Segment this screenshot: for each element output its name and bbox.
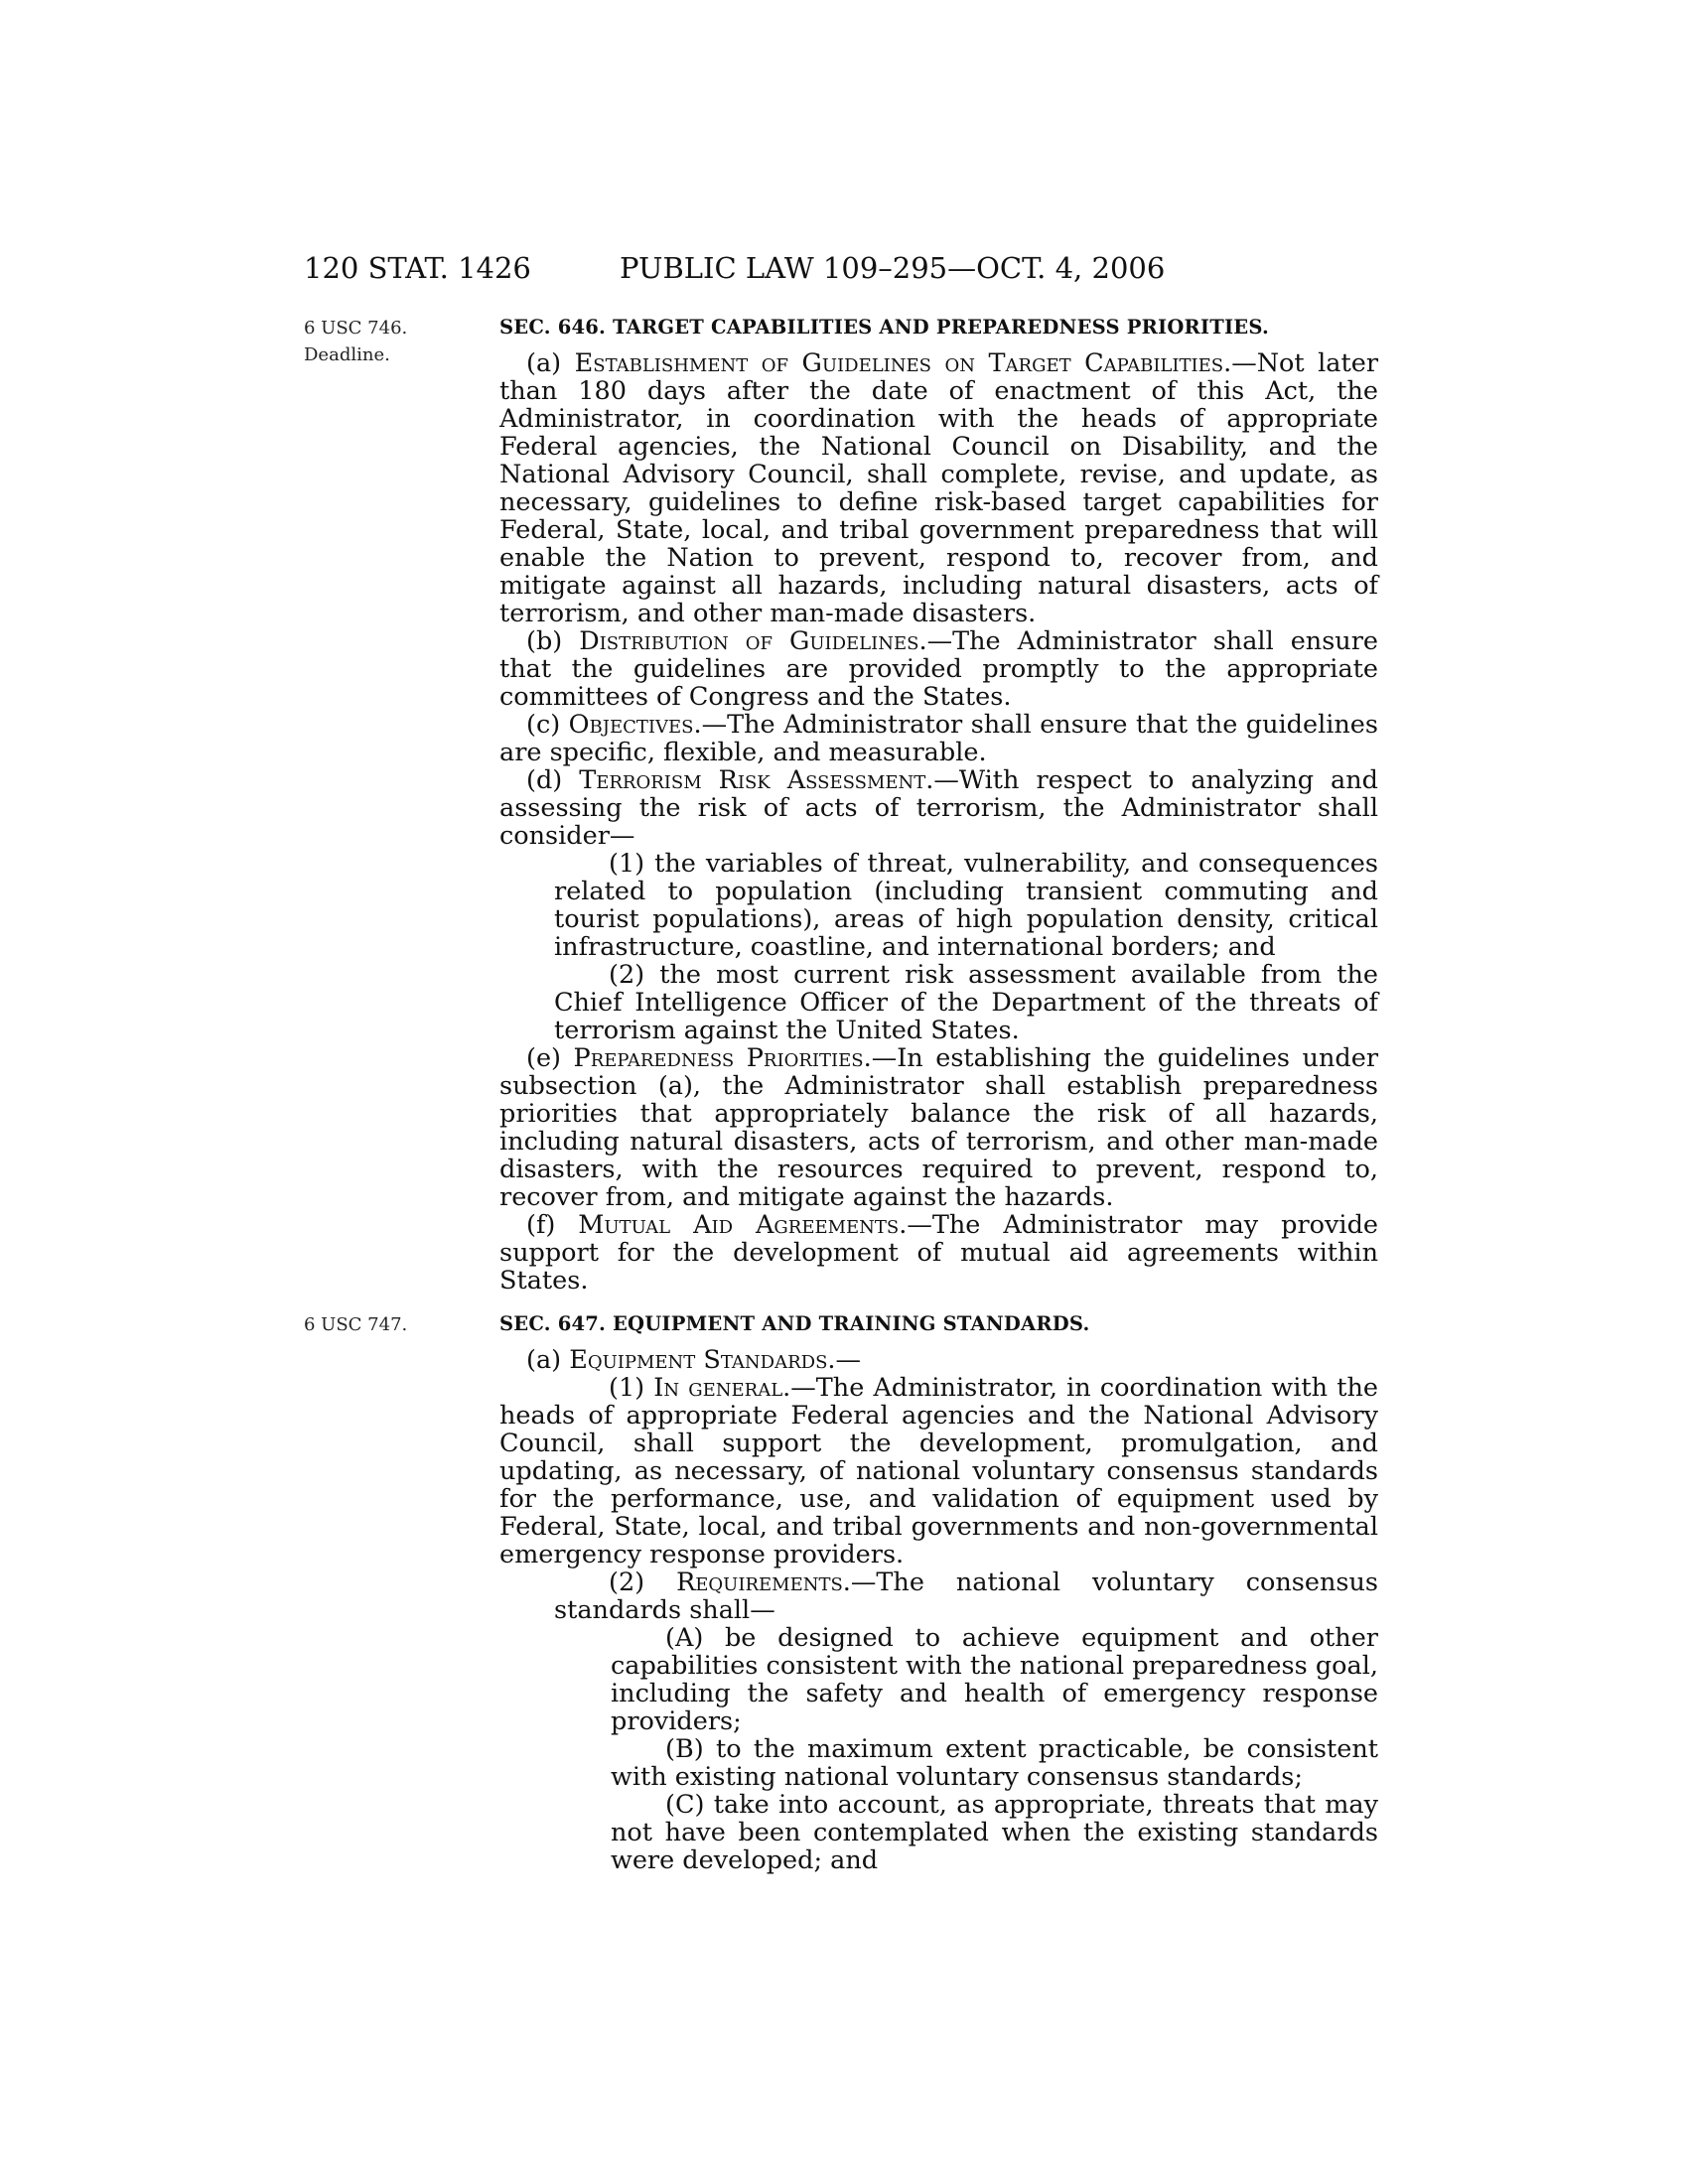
statute-page-number: 120 STAT. 1426 [304,251,531,285]
paragraph-647-a-1: (1) In general.—The Administrator, in coordination with the heads of appropriate Federal agencies and the National Advisory Council, shall support the development, promulgation, and updating, as necessary, of national voluntary consensus standards for the performance, use, and validation of equipment used by Federal, State, local, and tribal governments and non-governmental emergency response providers. [499,1373,1378,1570]
page-header [304,248,1376,288]
subsection-646-a-title: Establishment of Guidelines on Target Capabilities. [574,348,1232,378]
section-646-heading: SEC. 646. TARGET CAPABILITIES AND PREPAREDNESS PRIORITIES. [499,316,1269,339]
paragraph-646-d-2: (2) the most current risk assessment available from the Chief Intelligence Officer of the Department of the threats of terrorism against the United States. [554,960,1378,1045]
paragraph-646-d-1: (1) the variables of threat, vulnerability, and consequences related to population (including transient commuting and tourist populations), areas of high population density, critical infrastructure, coastline, and international borders; and [554,849,1378,962]
section-646 [499,314,1378,1295]
subparagraph-647-a-2-B: (B) to the maximum extent practicable, be consistent with existing national voluntary consensus standards; [611,1734,1378,1792]
subsection-646-e: (e) Preparedness Priorities.—In establishing the guidelines under subsection (a), the Administrator shall establish preparedness priorities that appropriately balance the risk of all hazards, including natural disasters, acts of terrorism, and other man-made disasters, with the resources required to prevent, respond to, recover from, and mitigate against the hazards. [499,1043,1379,1212]
public-law-citation: PUBLIC LAW 109–295—OCT. 4, 2006 [620,251,1166,285]
subsection-646-b-title: Distribution of Guidelines. [579,626,927,656]
paragraph-647-a-2: (2) Requirements.—The national voluntary consensus standards shall— [554,1568,1379,1625]
subsection-646-d: (d) Terrorism Risk Assessment.—With respect to analyzing and assessing the risk of acts of terrorism, the Administrator shall consider— [499,765,1378,851]
subsection-647-a-title: Equipment Standards. [569,1345,836,1375]
paragraph-647-a-2-title: Requirements. [676,1568,851,1597]
subsection-646-c-title: Objectives. [568,710,702,740]
subsection-646-c: (c) Objectives.—The Administrator shall ensure that the guidelines are specific, flexible, and measurable. [499,710,1378,767]
subsection-646-a: (a) Establishment of Guidelines on Target Capabilities.—Not later than 180 days after the date of enactment of this Act, the Administrator, in coordination with the heads of appropriate Federal agencies, the National Council on Disability, and the National Advisory Council, shall complete, revise, and update, as necessary, guidelines to define risk-based target capabilities for Federal, State, local, and tribal government preparedness that will enable the Nation to prevent, respond to, recover from, and mitigate against all hazards, including natural disasters, acts of terrorism, and other man-made disasters. [499,348,1379,628]
section-647 [499,1310,1378,1874]
margin-note-deadline: Deadline. [304,344,390,365]
margin-note-usc-747: 6 USC 747. [304,1314,408,1335]
subparagraph-647-a-2-C: (C) take into account, as appropriate, threats that may not have been contemplated when the existing standards were developed; and [611,1790,1378,1875]
subsection-647-a: (a) Equipment Standards.— [526,1345,862,1375]
margin-note-usc-746: 6 USC 746. [304,318,408,339]
subsection-646-e-title: Preparedness Priorities. [573,1043,872,1073]
paragraph-647-a-1-title: In general. [653,1373,791,1403]
subsection-646-d-title: Terrorism Risk Assessment. [579,765,934,795]
subsection-646-f: (f) Mutual Aid Agreements.—The Administrator may provide support for the development of mutual aid agreements within States. [499,1210,1378,1296]
subparagraph-647-a-2-A: (A) be designed to achieve equipment and other capabilities consistent with the national preparedness goal, including the safety and health of emergency response providers; [611,1623,1378,1736]
section-647-heading: SEC. 647. EQUIPMENT AND TRAINING STANDARDS. [499,1312,1090,1335]
subsection-646-b: (b) Distribution of Guidelines.—The Administrator shall ensure that the guidelines are provided promptly to the appropriate committees of Congress and the States. [499,626,1378,712]
subsection-646-f-title: Mutual Aid Agreements. [578,1210,908,1240]
